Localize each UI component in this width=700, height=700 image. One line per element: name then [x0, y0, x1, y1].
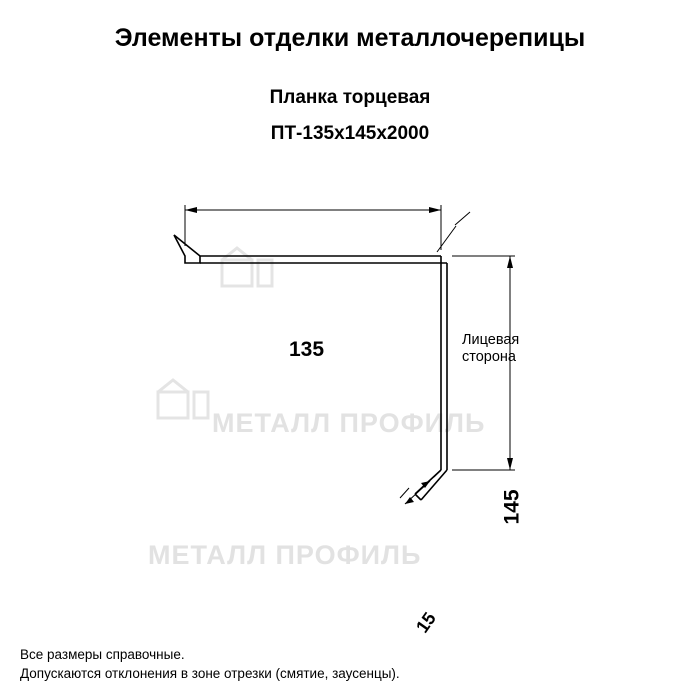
- face-side-line2: сторона: [462, 349, 516, 365]
- arrow-left-135: [185, 207, 197, 213]
- product-name: Планка торцевая: [269, 87, 431, 108]
- watermark-text-1: МЕТАЛЛ ПРОФИЛЬ: [212, 408, 486, 438]
- footer-line-2: Допускаются отклонения в зоне отрезки (смятие, заусенцы).: [20, 666, 400, 681]
- arrow-b-15: [405, 497, 414, 504]
- watermark-text-2: МЕТАЛЛ ПРОФИЛЬ: [148, 540, 422, 570]
- arrow-top-145: [507, 256, 513, 268]
- face-side-annotation: [462, 332, 519, 366]
- face-side-line1: Лицевая: [462, 332, 520, 348]
- product-code: ПТ-135x145x2000: [270, 123, 430, 144]
- arrow-bottom-145: [507, 458, 513, 470]
- dimension-label-15: 15: [412, 608, 440, 637]
- dimension-label-145: 145: [500, 489, 524, 525]
- footer-line-1: Все размеры справочные.: [20, 647, 185, 662]
- page-title: Элементы отделки металлочерепицы: [114, 24, 586, 52]
- dimension-label-135: 135: [289, 338, 325, 361]
- technical-drawing: [0, 150, 700, 637]
- profile-geometry: [0, 150, 700, 570]
- footer-notes: [20, 645, 400, 683]
- arrow-right-135: [429, 207, 441, 213]
